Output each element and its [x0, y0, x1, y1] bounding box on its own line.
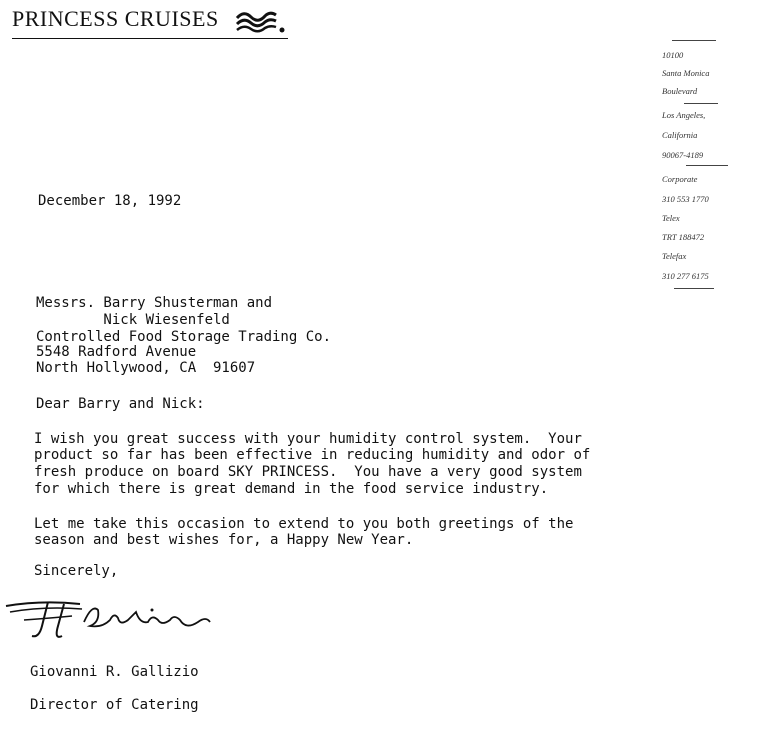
handwritten-signature	[2, 596, 216, 646]
recipient-company: Controlled Food Storage Trading Co.	[36, 329, 332, 345]
signer-name: Giovanni R. Gallizio	[30, 664, 199, 680]
sidebar-line: Corporate	[662, 174, 698, 184]
recipient-street: 5548 Radford Avenue	[36, 344, 197, 360]
waves-logo-icon	[234, 9, 288, 35]
paragraph-line: product so far has been effective in reducing humidity and odor of	[34, 447, 591, 463]
sidebar-line: 310 553 1770	[662, 194, 709, 204]
recipient-line: Nick Wiesenfeld	[36, 312, 230, 328]
recipient-city: North Hollywood, CA 91607	[36, 360, 256, 376]
sidebar-line: California	[662, 130, 698, 140]
letter-date: December 18, 1992	[38, 193, 182, 209]
sidebar-line: TRT 188472	[662, 232, 705, 242]
salutation: Dear Barry and Nick:	[36, 396, 205, 412]
sidebar-line: Telex	[662, 213, 680, 223]
sidebar-line: 310 277 6175	[662, 271, 709, 281]
signer-title: Director of Catering	[30, 697, 199, 713]
sidebar-line: Boulevard	[662, 86, 698, 96]
closing: Sincerely,	[34, 563, 119, 579]
sidebar-line: 10100	[662, 50, 684, 60]
paragraph-line: for which there is great demand in the food service industry.	[34, 481, 549, 497]
company-name: PRINCESS CRUISES	[12, 6, 219, 31]
paragraph-line: I wish you great success with your humidity control system. Your	[34, 431, 582, 447]
paragraph-line: Let me take this occasion to extend to you both greetings of the	[34, 516, 574, 532]
letterhead	[12, 6, 288, 39]
sidebar-rule	[674, 288, 714, 289]
sidebar-line: Santa Monica	[662, 68, 710, 78]
sidebar-rule	[686, 165, 728, 166]
sidebar-rule	[672, 40, 716, 41]
sidebar-line: 90067-4189	[662, 150, 704, 160]
paragraph-line: fresh produce on board SKY PRINCESS. You have a very good system	[34, 464, 582, 480]
sidebar-rule	[684, 103, 718, 104]
sidebar-line: Los Angeles,	[662, 110, 706, 120]
sidebar-line: Telefax	[662, 251, 687, 261]
paragraph-line: season and best wishes for, a Happy New Year.	[34, 532, 414, 548]
recipient-line: Messrs. Barry Shusterman and	[36, 295, 273, 311]
